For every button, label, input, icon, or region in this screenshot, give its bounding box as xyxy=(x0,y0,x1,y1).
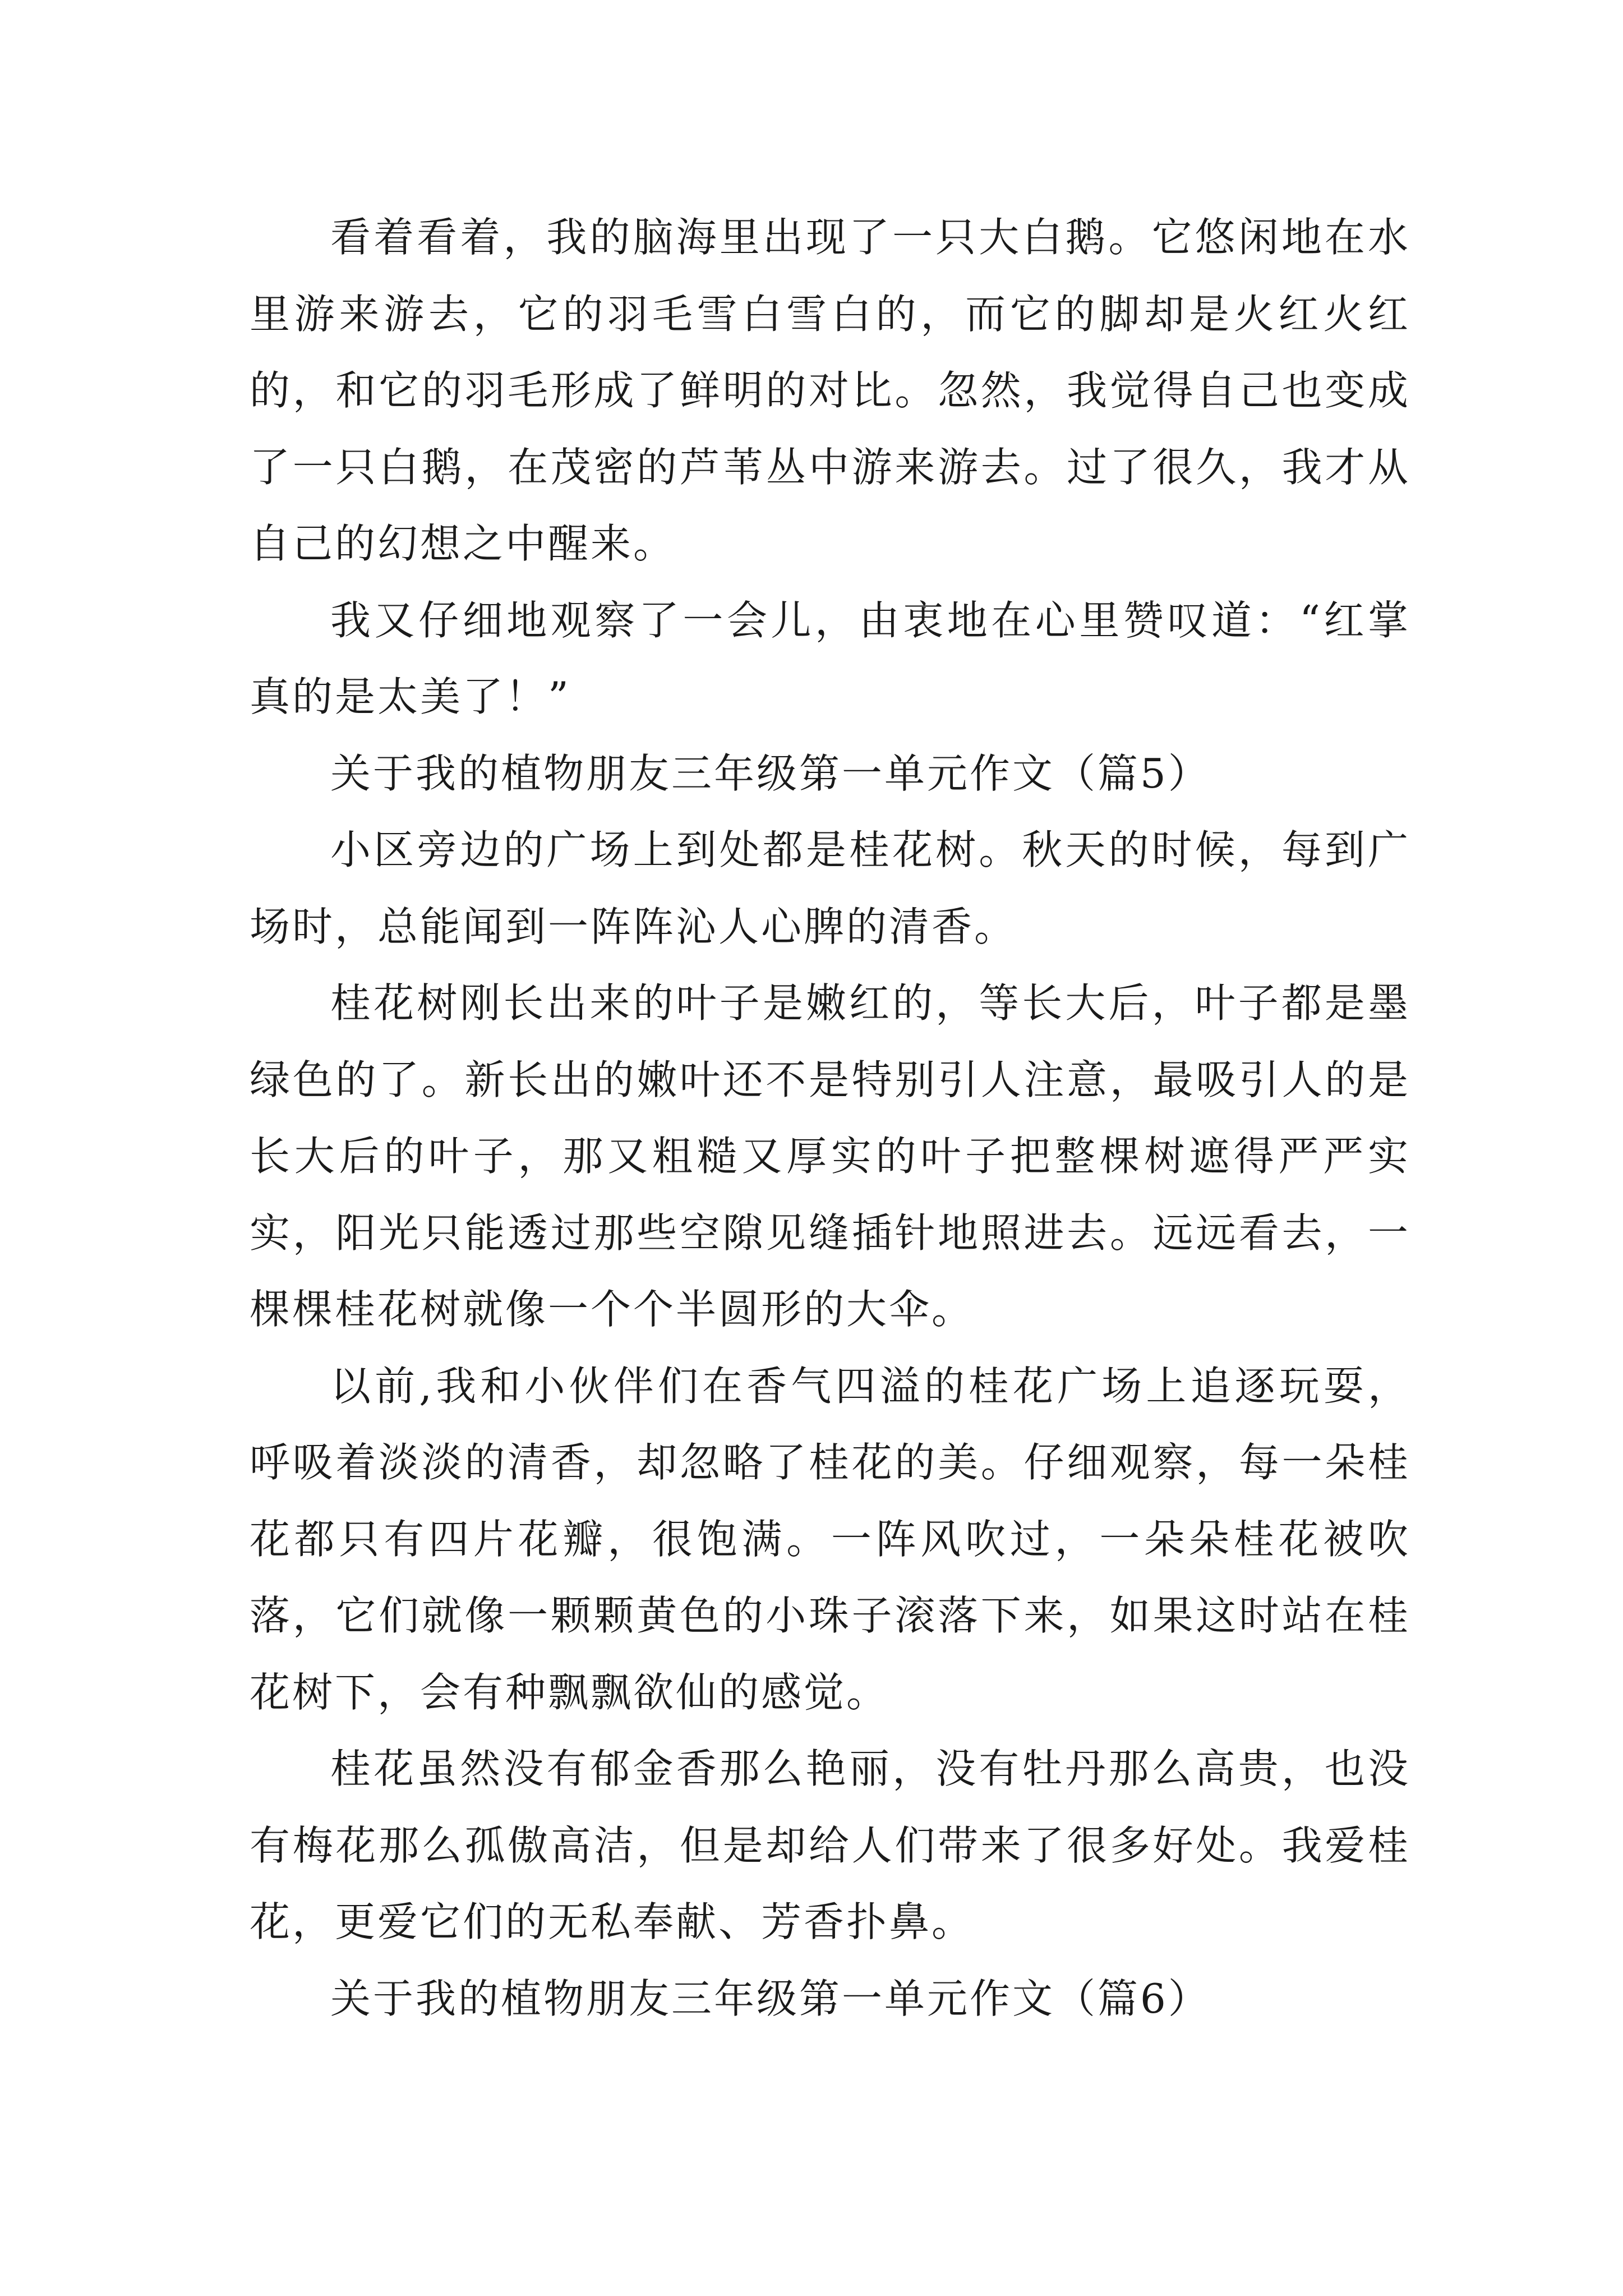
paragraph-osmanthus-praise: 桂花虽然没有郁金香那么艳丽，没有牡丹那么高贵，也没有梅花那么孤傲高洁，但是却给人们带来了很多好处。我爱桂花，更爱它们的无私奉献、芳香扑鼻。 xyxy=(250,1745,1410,1945)
essay-heading-6: 关于我的植物朋友三年级第一单元作文（篇6） xyxy=(330,1975,1211,2022)
paragraph-osmanthus-flowers: 以前,我和小伙伴们在香气四溢的桂花广场上追逐玩耍，呼吸着淡淡的清香，却忽略了桂花的美。仔细观察，每一朵桂花都只有四片花瓣，很饱满。一阵风吹过，一朵朵桂花被吹落，它们就像一颗颗黄色的小珠子滚落下来，如果这时站在桂花树下，会有种飘飘欲仙的感觉。 xyxy=(250,1362,1410,1716)
paragraph-admiration: 我又仔细地观察了一会儿，由衷地在心里赞叹道：“红掌真的是太美了！” xyxy=(250,596,1410,720)
paragraph-osmanthus-square: 小区旁边的广场上到处都是桂花树。秋天的时候，每到广场时，总能闻到一阵阵沁人心脾的清香。 xyxy=(250,826,1410,950)
document-body xyxy=(250,199,1410,2037)
essay-heading-5: 关于我的植物朋友三年级第一单元作文（篇5） xyxy=(330,749,1211,797)
paragraph-white-goose-daydream: 看着看着，我的脑海里出现了一只大白鹅。它悠闲地在水里游来游去，它的羽毛雪白雪白的，而它的脚却是火红火红的，和它的羽毛形成了鲜明的对比。忽然，我觉得自己也变成了一只白鹅，在茂密的芦苇丛中游来游去。过了很久，我才从自己的幻想之中醒来。 xyxy=(250,214,1410,567)
paragraph-osmanthus-leaves: 桂花树刚长出来的叶子是嫩红的，等长大后，叶子都是墨绿色的了。新长出的嫩叶还不是特别引人注意，最吸引人的是长大后的叶子，那又粗糙又厚实的叶子把整棵树遮得严严实实，阳光只能透过那些空隙见缝插针地照进去。远远看去，一棵棵桂花树就像一个个半圆形的大伞。 xyxy=(250,979,1410,1333)
